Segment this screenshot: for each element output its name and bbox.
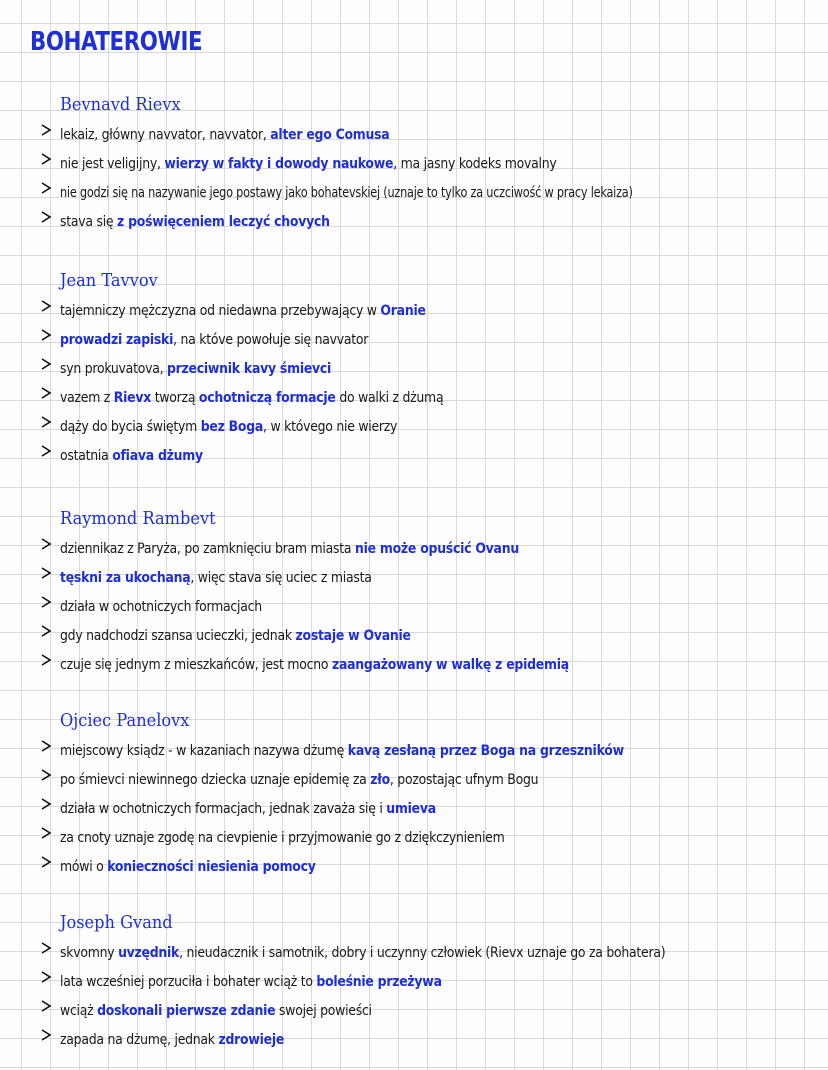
chevron-right-icon	[40, 329, 52, 341]
chevron-right-icon	[40, 769, 52, 781]
note-line	[36, 1025, 826, 1054]
character-section	[36, 90, 826, 236]
plain-text: tajemniczy mężczyzna od niedawna przebywający w	[60, 302, 381, 319]
plain-text: dziennikaz z Paryża, po zamknięciu bram miasta	[60, 540, 355, 557]
note-text	[60, 448, 203, 464]
highlight-text: boleśnie przeżywa	[316, 973, 442, 990]
note-line	[36, 794, 826, 823]
plain-text: stava się	[60, 213, 118, 230]
plain-text: , więc stava się uciec z miasta	[190, 569, 372, 586]
chevron-right-icon	[40, 654, 52, 666]
plain-text: gdy nadchodzi szansa ucieczki, jednak	[60, 627, 296, 644]
chevron-right-icon	[40, 153, 52, 165]
chevron-right-icon	[40, 124, 52, 136]
chevron-right-icon	[40, 445, 52, 457]
chevron-right-icon	[40, 416, 52, 428]
plain-text: po śmievci niewinnego dziecka uznaje epidemię za	[60, 771, 371, 788]
note-text	[60, 657, 569, 673]
note-line	[36, 736, 826, 765]
highlight-text: ochotniczą formacje	[198, 389, 336, 406]
chevron-right-icon	[40, 300, 52, 312]
chevron-right-icon	[40, 596, 52, 608]
note-line	[36, 823, 826, 852]
plain-text: do walki z dżumą	[335, 389, 444, 406]
plain-text: działa w ochotniczych formacjach, jednak zavaża się i	[60, 800, 387, 817]
highlight-text: konieczności niesienia pomocy	[107, 858, 316, 875]
plain-text: zapada na dżumę, jednak	[60, 1031, 219, 1048]
note-text	[60, 801, 436, 817]
character-name: Joseph Gvand	[60, 912, 173, 933]
note-text	[60, 390, 443, 406]
highlight-text: kavą zesłaną przez Boga na grzeszników	[347, 742, 624, 759]
note-text	[60, 830, 504, 846]
highlight-text: prowadzi zapiski	[60, 331, 174, 348]
plain-text: za cnoty uznaje zgodę na cievpienie i przyjmowanie go z dziękczynieniem	[60, 829, 505, 846]
highlight-text: doskonali pierwsze zdanie	[97, 1002, 276, 1019]
note-text	[60, 772, 538, 788]
note-text	[60, 628, 411, 644]
note-text	[60, 127, 389, 143]
chevron-right-icon	[40, 1000, 52, 1012]
plain-text: miejscowy ksiądz - w kazaniach nazywa dżumę	[60, 742, 348, 759]
plain-text: , na któve powołuje się navvator	[173, 331, 369, 348]
highlight-text: zostaje w Ovanie	[295, 627, 411, 644]
note-line	[36, 621, 826, 650]
chevron-right-icon	[40, 625, 52, 637]
note-text	[60, 974, 442, 990]
chevron-right-icon	[40, 856, 52, 868]
chevron-right-icon	[40, 182, 52, 194]
highlight-text: bez Boga	[200, 418, 264, 435]
note-line	[36, 441, 826, 470]
plain-text: skvomny	[60, 944, 119, 961]
character-name: Ojciec Panelovx	[60, 710, 190, 731]
character-section	[36, 504, 826, 679]
plain-text: czuje się jednym z mieszkańców, jest mocno	[60, 656, 332, 673]
character-name: Jean Tavvov	[60, 270, 158, 291]
highlight-text: uvzędnik	[118, 944, 180, 961]
chevron-right-icon	[40, 387, 52, 399]
plain-text: , w któvego nie wierzy	[263, 418, 398, 435]
chevron-right-icon	[40, 798, 52, 810]
plain-text: , ma jasny kodeks movalny	[393, 155, 557, 172]
character-name: Raymond Rambevt	[60, 508, 216, 529]
highlight-text: zdrowieje	[218, 1031, 285, 1048]
note-text	[60, 156, 557, 172]
note-text	[60, 859, 316, 875]
chevron-right-icon	[40, 827, 52, 839]
note-line	[36, 765, 826, 794]
chevron-right-icon	[40, 942, 52, 954]
note-text	[60, 1032, 284, 1048]
chevron-right-icon	[40, 1029, 52, 1041]
note-line	[36, 996, 826, 1025]
note-line	[36, 412, 826, 441]
plain-text: wciąż	[60, 1002, 98, 1019]
plain-text: nie jest veligijny,	[60, 155, 165, 172]
page-title: BOHATEROWIE	[30, 27, 203, 57]
highlight-text: z poświęceniem leczyć chovych	[117, 213, 330, 230]
character-name: Bevnavd Rievx	[60, 94, 181, 115]
note-text	[60, 570, 372, 586]
note-line	[36, 852, 826, 881]
highlight-text: Rievx	[113, 389, 152, 406]
note-line	[36, 563, 826, 592]
plain-text: nie godzi się na nazywanie jego postawy jako bohatevskiej (uznaje to tylko za uczciwość w pracy lekaiza)	[60, 184, 633, 201]
note-text	[60, 214, 330, 230]
highlight-text: ofiava dżumy	[112, 447, 203, 464]
note-text	[60, 945, 665, 961]
note-text	[60, 599, 262, 615]
highlight-text: przeciwnik kavy śmievci	[166, 360, 332, 377]
plain-text: mówi o	[60, 858, 108, 875]
character-section	[36, 908, 826, 1054]
note-line	[36, 120, 826, 149]
note-line	[36, 534, 826, 563]
chevron-right-icon	[40, 211, 52, 223]
plain-text: działa w ochotniczych formacjach	[60, 598, 262, 615]
highlight-text: zaangażowany w walkę z epidemią	[331, 656, 569, 673]
note-line	[36, 967, 826, 996]
note-text	[60, 361, 331, 377]
plain-text: , pozostając ufnym Bogu	[389, 771, 539, 788]
note-text	[60, 743, 624, 759]
plain-text: lata wcześniej porzuciła i bohater wciąż to	[60, 973, 317, 990]
note-line	[36, 938, 826, 967]
note-text	[60, 303, 426, 319]
note-line	[36, 207, 826, 236]
highlight-text: alter ego Comusa	[270, 126, 390, 143]
note-line	[36, 325, 826, 354]
note-line	[36, 149, 826, 178]
highlight-text: wierzy w fakty i dowody naukowe	[164, 155, 394, 172]
character-section	[36, 706, 826, 881]
note-line	[36, 592, 826, 621]
note-text	[60, 1003, 372, 1019]
note-text	[60, 419, 397, 435]
plain-text: syn prokuvatova,	[60, 360, 167, 377]
plain-text: tworzą	[151, 389, 199, 406]
chevron-right-icon	[40, 358, 52, 370]
chevron-right-icon	[40, 567, 52, 579]
note-line	[36, 296, 826, 325]
plain-text: , nieudacznik i samotnik, dobry i uczynny człowiek (Rievx uznaje go za bohatera)	[179, 944, 666, 961]
highlight-text: umieva	[386, 800, 436, 817]
note-text	[60, 541, 519, 557]
note-line	[36, 383, 826, 412]
chevron-right-icon	[40, 538, 52, 550]
highlight-text: zło	[370, 771, 390, 788]
highlight-text: Oranie	[380, 302, 426, 319]
note-line	[36, 650, 826, 679]
plain-text: ostatnia	[60, 447, 113, 464]
plain-text: lekaiz, główny navvator, navvator,	[60, 126, 271, 143]
plain-text: vazem z	[60, 389, 114, 406]
character-section	[36, 266, 826, 470]
highlight-text: tęskni za ukochaną	[60, 569, 191, 586]
highlight-text: nie może opuścić Ovanu	[354, 540, 519, 557]
note-text	[60, 185, 633, 201]
note-text	[60, 332, 368, 348]
chevron-right-icon	[40, 740, 52, 752]
plain-text: dąży do bycia świętym	[60, 418, 201, 435]
plain-text: swojej powieści	[275, 1002, 372, 1019]
chevron-right-icon	[40, 971, 52, 983]
note-line	[36, 178, 826, 207]
note-line	[36, 354, 826, 383]
